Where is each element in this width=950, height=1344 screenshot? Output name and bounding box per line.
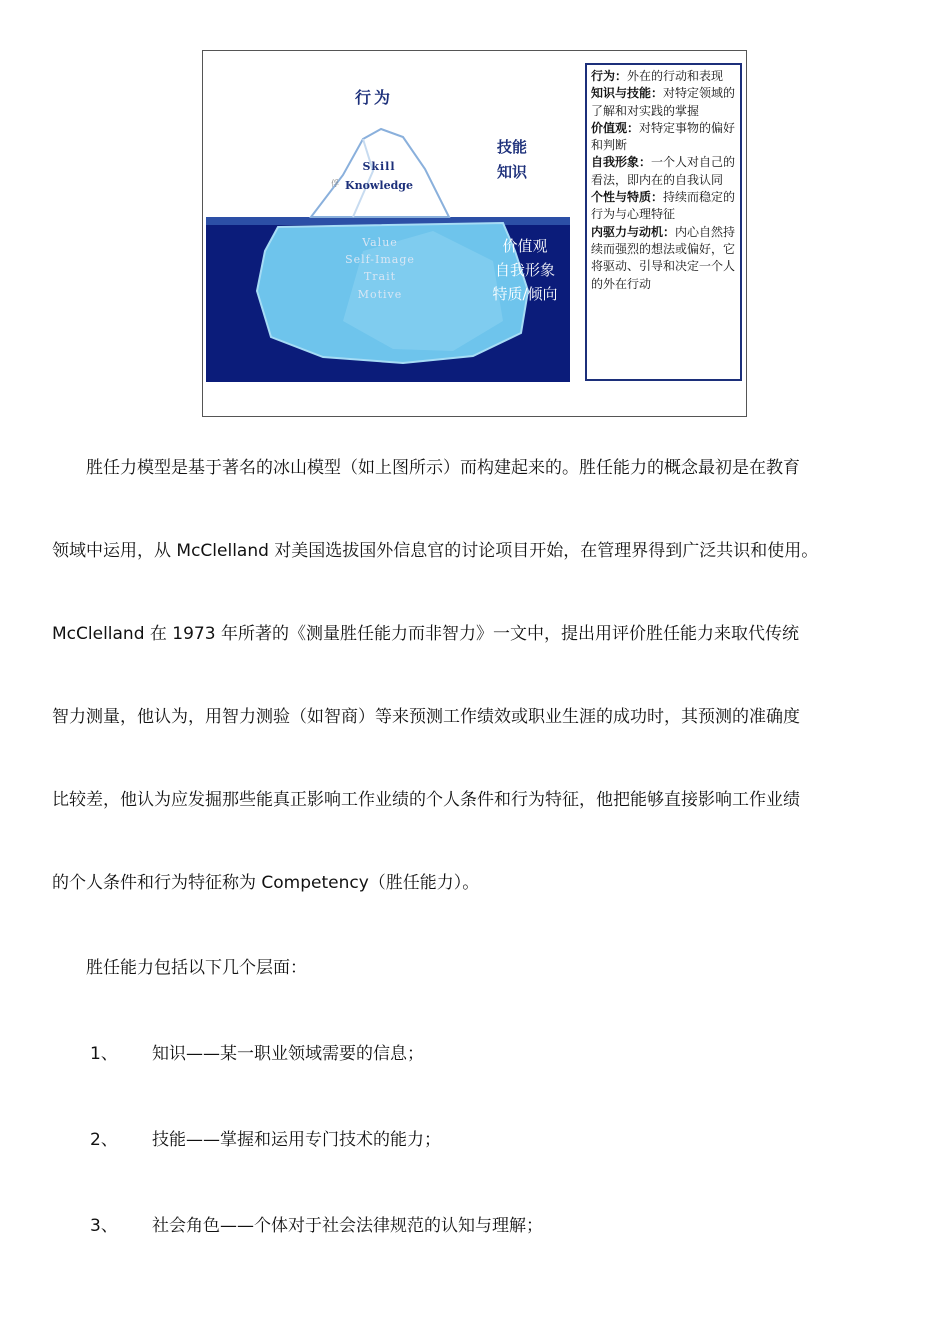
value-label-zh: 价值观 — [502, 237, 548, 255]
list-text: 社会角色——个体对于社会法律规范的认知与理解； — [152, 1216, 543, 1236]
legend-desc: 一个人对自己的看法，即内在的自我认同 — [591, 155, 736, 187]
legend-term: 价值观： — [591, 120, 640, 135]
paragraph-line: 领域中运用，从 McClelland 对美国选拔国外信息官的讨论项目开始，在管理界得到广泛共识和使用。 — [52, 541, 819, 561]
legend-desc: 内心自然持续而强烈的想法或偏好，它将驱动、引导和决定一个人的外在行动 — [591, 224, 736, 291]
intro-paragraph — [52, 427, 932, 925]
iceberg-model-figure — [202, 50, 747, 417]
trait-label-en: Trait — [363, 270, 397, 283]
knowledge-label-zh: 知识 — [497, 163, 528, 181]
self-image-label-en: Self-Image — [345, 253, 415, 266]
legend-entry — [591, 85, 736, 120]
levels-intro-paragraph — [52, 927, 932, 1010]
water-surface — [206, 217, 570, 225]
trait-label-zh: 特质/倾向 — [492, 285, 558, 303]
list-text: 知识——某一职业领域需要的信息； — [152, 1044, 424, 1064]
paragraph-line: 智力测量，他认为，用智力测验（如智商）等来预测工作绩效或职业生涯的成功时，其预测的准确度 — [52, 707, 800, 727]
self-image-label-zh: 自我形象 — [494, 261, 555, 279]
knowledge-label-en: Knowledge — [345, 179, 413, 192]
value-label-en: Value — [362, 236, 398, 249]
list-number: 1、 — [90, 1044, 118, 1064]
list-item — [90, 1011, 543, 1097]
legend-entry — [591, 224, 736, 293]
paragraph-line: McClelland 在 1973 年所著的《测量胜任能力而非智力》一文中，提出用评价胜任能力来取代传统 — [52, 624, 799, 644]
skill-label-zh: 技能 — [497, 138, 528, 156]
list-number: 3、 — [90, 1216, 118, 1236]
list-text: 技能——掌握和运用专门技术的能力； — [152, 1130, 441, 1150]
skill-label-en: Skill — [362, 160, 396, 173]
legend-desc: 对特定领域的了解和对实践的掌握 — [591, 86, 736, 118]
legend-term: 内驱力与动机： — [591, 224, 676, 239]
legend-entry — [591, 68, 736, 85]
legend-entry — [591, 120, 736, 155]
legend-entry — [591, 189, 736, 224]
legend-term: 行为： — [591, 69, 628, 83]
legend-term: 自我形象： — [591, 155, 652, 170]
paragraph-line: 的个人条件和行为特征称为 Competency（胜任能力）。 — [52, 873, 480, 893]
behavior-label: 行为 — [355, 88, 394, 107]
competency-levels-list — [90, 1011, 543, 1269]
legend-desc: 持续而稳定的行为与心理特征 — [591, 190, 736, 222]
legend-box — [585, 63, 742, 381]
legend-term: 个性与特质： — [591, 190, 664, 205]
paragraph-line: 胜任能力包括以下几个层面： — [52, 958, 307, 978]
legend-desc: 对特定事物的偏好和判断 — [591, 120, 736, 153]
paragraph-line: 比较差，他认为应发掘那些能真正影响工作业绩的个人条件和行为特征，他把能够直接影响工作业绩 — [52, 790, 800, 810]
motive-label-en: Motive — [357, 288, 403, 301]
list-number: 2、 — [90, 1130, 118, 1150]
list-item — [90, 1183, 543, 1269]
legend-term: 知识与技能： — [591, 86, 664, 101]
paragraph-line: 胜任力模型是基于著名的冰山模型（如上图所示）而构建起来的。胜任能力的概念最初是在教育 — [52, 458, 800, 478]
legend-entry — [591, 154, 736, 189]
legend-desc: 外在的行动和表现 — [627, 69, 724, 83]
list-item — [90, 1097, 543, 1183]
tiny-mark: 俘 — [331, 179, 339, 188]
